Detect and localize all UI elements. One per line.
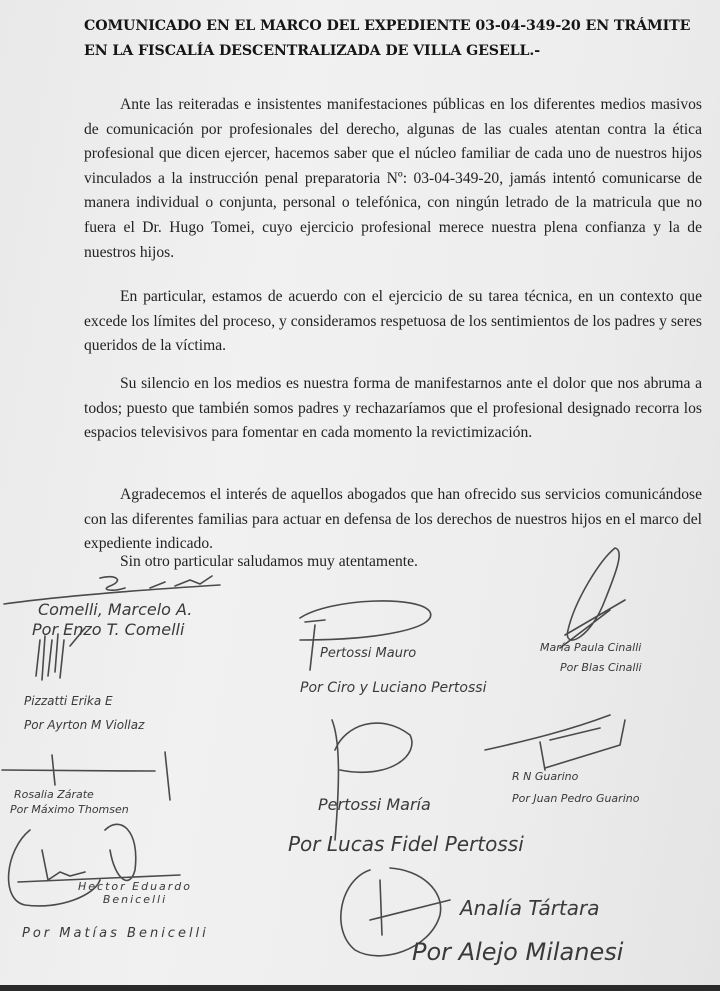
paragraph-3: Su silencio en los medios es nuestra forma de manifestarnos ante el dolor que nos abruma a todos; puesto que también somos padres y rechazaríamos que el profesional designado recorra los espacios televisivos para fomentar en cada momento la revictimización. [84, 375, 702, 442]
signature-on-behalf: Por Lucas Fidel Pertossi [288, 832, 524, 856]
paragraph-1: Ante las reiteradas e insistentes manifestaciones públicas en los diferentes medios masivos de comunicación por profesionales del derecho, algunas de las cuales atentan contra la ética profesional que dicen ejercer, hacemos saber que el núcleo familiar de cada uno de nuestros hijos vinculados a la instrucción penal preparatoria Nº: 03-04-349-20, jamás intentó comunicarse de manera individual o conjunta, personal o telefónica, con ningún letrado de la matricula que no fuera el Dr. Hugo Tomei, cuyo ejercicio profesional merece nuestra plena confianza y la de nuestros hijos. [84, 96, 702, 261]
signature-stroke-pertossi-mauro [305, 620, 325, 670]
paragraph-4: Agradecemos el interés de aquellos abogados que han ofrecido sus servicios comunicándose con las diferentes familias para actuar en defensa de los derechos de nuestros hijos en el marco del expediente indicado. [84, 486, 702, 553]
signature-on-behalf: Por Juan Pedro Guarino [512, 792, 640, 805]
signature-name: R N Guarino [512, 770, 579, 783]
signature-on-behalf: Por Alejo Milanesi [412, 938, 624, 966]
signature-stroke-pertossi-maria [332, 720, 412, 840]
signature-on-behalf: Por Matías Benicelli [22, 926, 209, 941]
signature-name: Rosalia Zárate [14, 788, 94, 801]
signature-stroke-guarino [485, 715, 625, 770]
document-title: COMUNICADO EN EL MARCO DEL EXPEDIENTE 03-04-349-20 EN TRÁMITE EN LA FISCALÍA DESCENTRALIZADA DE VILLA GESELL.- [84, 18, 691, 59]
signature-name: María Paula Cinalli [540, 641, 642, 654]
signature-name: Analía Tártara [460, 896, 600, 920]
signature-stroke-comelli [100, 576, 212, 590]
signature-on-behalf: Por Ayrton M Viollaz [24, 718, 145, 732]
signature-stroke-cinalli [560, 548, 625, 648]
signature-on-behalf: Por Máximo Thomsen [10, 803, 129, 816]
signature-name: Pizzatti Erika E [24, 694, 113, 708]
signature-on-behalf: Por Enzo T. Comelli [32, 620, 185, 639]
paragraph-2: En particular, estamos de acuerdo con el ejercicio de su tarea técnica, en un contexto que excede los límites del proceso, y consideramos respetuosa de los sentimientos de los padres y seres queridos de la víctima. [84, 288, 702, 355]
signature-name: Hector Eduardo Benicelli [77, 880, 193, 906]
photo-bottom-edge [0, 985, 720, 991]
signature-name: Pertossi Mauro [320, 646, 417, 661]
closing-line: Sin otro particular saludamos muy atentamente. [120, 553, 418, 570]
signature-on-behalf: Por Blas Cinalli [560, 661, 642, 674]
signature-name: Comelli, Marcelo A. [38, 600, 193, 619]
signature-on-behalf: Por Ciro y Luciano Pertossi [300, 680, 487, 696]
signature-name: Pertossi María [318, 795, 431, 814]
